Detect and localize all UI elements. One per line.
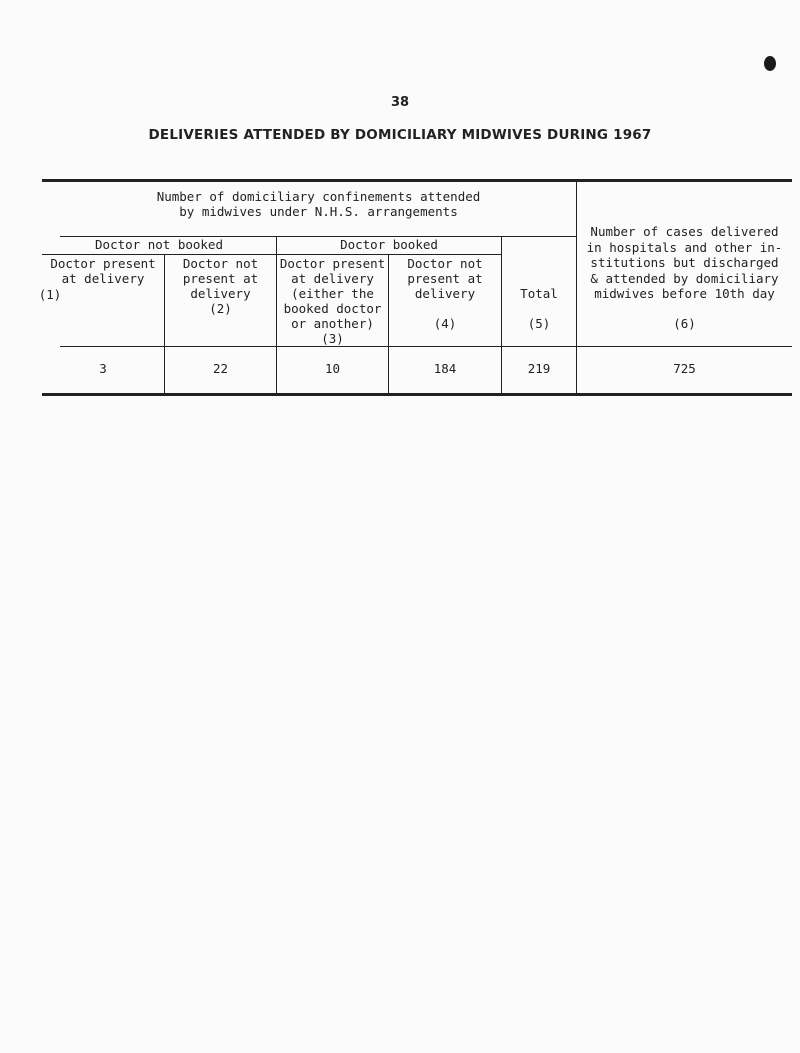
col-5-num: (5) [527, 316, 551, 331]
col-1-label: Doctor present at delivery [50, 256, 156, 286]
value-col-2: 22 [212, 361, 229, 376]
ink-blot [764, 56, 776, 71]
value-col-4: 184 [433, 361, 457, 376]
booked-header: Doctor booked [340, 237, 438, 252]
col-4-label: Doctor not present at delivery [407, 256, 483, 301]
header-bottom-rule [60, 346, 792, 347]
col-5-label: Total [520, 286, 558, 301]
page-number: 38 [390, 95, 410, 110]
table-top-rule [42, 179, 792, 182]
col-6-num: (6) [673, 316, 696, 331]
col-4-num: (4) [433, 316, 457, 331]
col-2-num: (2) [209, 301, 232, 316]
value-col-5: 219 [527, 361, 551, 376]
value-col-1: 3 [99, 361, 107, 376]
group-header: Number of domiciliary confinements attended by midwives under N.H.S. arrangements [156, 189, 481, 219]
value-col-6: 725 [673, 361, 696, 376]
col-6-label: Number of cases delivered in hospitals and other in- stitutions but discharged & attended by domiciliary midwives before 10th day [586, 224, 783, 301]
col-1-num: (1) [38, 287, 62, 302]
subheader-rule [42, 254, 502, 255]
col-2-label: Doctor not present at delivery [182, 256, 259, 301]
not-booked-header: Doctor not booked [95, 237, 223, 252]
value-col-3: 10 [324, 361, 341, 376]
table-bottom-rule [42, 393, 792, 396]
page-title: DELIVERIES ATTENDED BY DOMICILIARY MIDWIVES DURING 1967 [148, 127, 652, 143]
col-3-label: Doctor present at delivery (either the booked doctor or another) [279, 256, 386, 331]
col-3-num: (3) [321, 331, 344, 346]
